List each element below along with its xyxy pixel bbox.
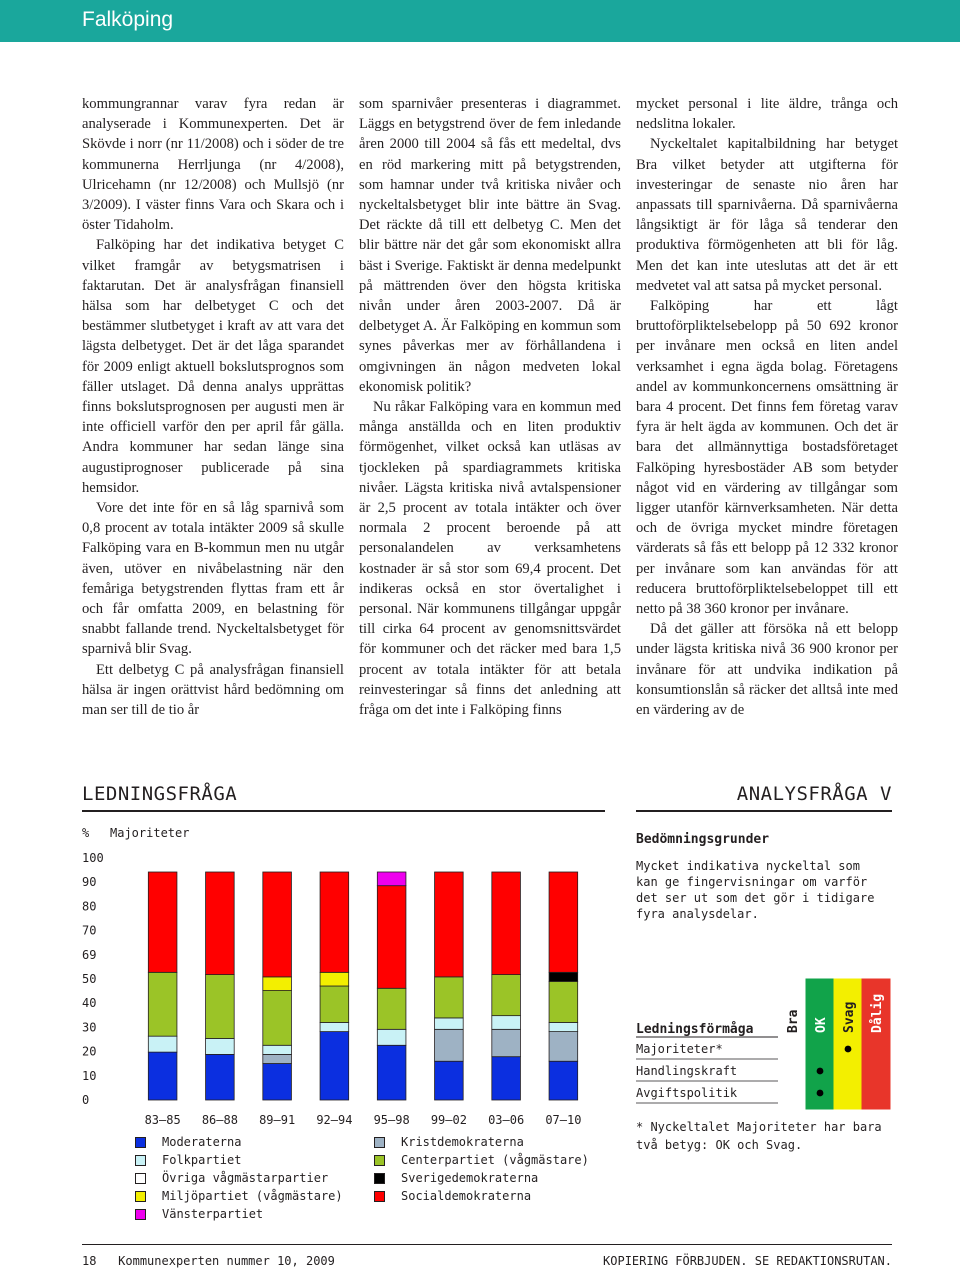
legend-label: Centerpartiet (vågmästare) (401, 1153, 589, 1167)
y-tick-label: 50 (82, 972, 97, 986)
rating-row-label: Handlingskraft (636, 1064, 738, 1078)
legend-item (135, 1133, 343, 1151)
bar-segment (377, 988, 406, 1029)
legend-item (135, 1187, 343, 1205)
legend-swatch (135, 1191, 146, 1202)
footer-copyright: KOPIERING FÖRBJUDEN. SE REDAKTIONSRUTAN. (603, 1254, 892, 1268)
text-column-3 (636, 94, 898, 720)
bar-segment (435, 1029, 464, 1061)
legend-swatch (374, 1137, 385, 1148)
chart-title: Majoriteter (110, 826, 190, 840)
rating-column-label: Bra (786, 1009, 801, 1033)
legend-label: Kristdemokraterna (401, 1135, 524, 1149)
legend-item (374, 1133, 589, 1151)
bar-segment (148, 1052, 177, 1100)
x-tick-label: 83–85 (144, 1113, 181, 1127)
rating-column (834, 979, 862, 1109)
bar-segment (320, 872, 349, 972)
section-heading-right: ANALYSFRÅGA V (736, 783, 892, 805)
legend-right (374, 1133, 589, 1205)
section-rule-left (82, 810, 605, 812)
paragraph: Falköping har ett lågt bruttoförpliktelsebelopp på 50 692 kronor per invånare men också en liten andel verksamhet i egna ägda bolag. Företagens andel av kommunkoncernens omsättning är bara 4 procent. Det finns fem företag varav fyra är helt ägda av kommunen. Och det är bara det allmännyttiga bostadsföretaget Falköping hyresbostäder AB som betyder något vid en värdering av tillgångar som ligger utanför kärnverksamheten. När detta och de övriga mycket mindre företagen värderats så fås ett belopp på 12 332 kronor per invånare som kan användas för att reducera bruttoförpliktelsebeloppet till ett netto på 38 360 kronor per invånare. (636, 298, 898, 618)
y-tick-label: 100 (82, 851, 104, 865)
paragraph: Falköping har det indikativa betyget C vilket framgår av betygsmatrisen i faktarutan. Det är analysfrågan finansiell hälsa som har delbetyget C och det bestämmer slutbetyget i kraft av att vara det lägsta delbetyget. Det är det låga sparandet för 2009 enligt aktuell bokslutsprognos som fäller utslaget. Då denna analys upprättas finns bokslutsprognosen per augusti men är inte officiell varför den per april får gälla. Andra kommuner har sedan länge sina augustiprognoser publicerade på sina hemsidor. (82, 237, 344, 496)
bar-segment (263, 1054, 292, 1063)
legend-item (374, 1187, 589, 1205)
bar-segment (263, 991, 292, 1046)
footer-rule (82, 1244, 892, 1245)
bar-segment (377, 886, 406, 989)
y-tick-label: 30 (82, 1020, 97, 1035)
rating-dot (817, 1090, 824, 1097)
section-heading-left: LEDNINGSFRÅGA (82, 783, 238, 805)
bar-segment (206, 872, 235, 975)
legend-label: Moderaterna (162, 1135, 242, 1149)
y-tick-label: 90 (82, 875, 97, 890)
bar-segment (435, 977, 464, 1018)
x-tick-label: 99–02 (430, 1113, 467, 1127)
paragraph: som sparnivåer presenteras i diagrammet. Läggs en betygstrend över de fem inledande åren 2000 till 2004 så fås ett medeltal, dvs en röd markering mitt på betygstrenden, som hamnar under två kritiska nivåer och nyckeltalsbetyget blir inte bättre än Svag. Det räckte då till ett delbetyg C. Men det blir bättre när det går som ekonomiskt allra bäst i Sverige. Faktiskt är denna medelpunkt på mättrenden över den högsta kritiska nivån under åren 2003-2007. Då är delbetyget A. Är Falköping en kommun som synes påverkas mer av förhållandena i omgivningen än någon medveten lokal ekonomisk politik? (359, 96, 621, 395)
legend-label: Övriga vågmästarpartier (162, 1171, 329, 1185)
x-tick-label: 92–94 (316, 1113, 353, 1127)
bar-segment (320, 972, 349, 986)
legend-swatch (135, 1173, 146, 1184)
legend-label: Vänsterpartiet (162, 1207, 264, 1221)
x-tick-label: 03–06 (488, 1113, 525, 1127)
legend-swatch (374, 1173, 385, 1184)
x-tick-label: 86–88 (201, 1113, 238, 1127)
footer-left (82, 1254, 335, 1268)
page-header (0, 0, 960, 42)
assessment-title: Bedömningsgrunder (636, 832, 770, 847)
bar-segment (492, 1057, 521, 1100)
rating-dot (845, 1046, 852, 1053)
bar-segment (377, 1045, 406, 1100)
rating-grid (636, 975, 896, 1111)
y-axis-label: % (82, 826, 90, 840)
y-tick-label: 70 (82, 923, 97, 938)
bar-segment (492, 872, 521, 975)
text-column-2 (359, 94, 621, 720)
bar-segment (263, 872, 292, 977)
paragraph: Ett delbetyg C på analysfrågan finansiell hälsa är ingen orättvist hård bedömning om man ser till de tio år (82, 661, 344, 719)
legend-swatch (135, 1137, 146, 1148)
bar-segment (320, 986, 349, 1022)
assessment-note: * Nyckeltalet Majoriteter har bara två betyg: OK och Svag. (636, 1120, 882, 1152)
legend-swatch (374, 1191, 385, 1202)
bar-segment (435, 1061, 464, 1100)
page-number: 18 (82, 1254, 97, 1268)
bar-segment (320, 1032, 349, 1100)
rating-dot (817, 1068, 824, 1075)
bar-segment (549, 1032, 578, 1062)
rating-row-label: Majoriteter* (636, 1042, 723, 1056)
legend-item (135, 1151, 343, 1169)
y-tick-label: 80 (82, 899, 97, 914)
paragraph: Nu råkar Falköping vara en kommun med många anställda och en liten produktiv förmögenhet, vilket också kan utläsas av tjockleken på spardiagrammets kritiska nivåer. Lägsta kritiska nivå avtalspensioner är 2,5 procent av totala intäkter och över normala 2 procent beroende på att personalandelen av verksamhetens kostnader är så stor som 69,4 procent. Det indikeras också en stor övertalighet i personal. När kommunens tillgångar uppgår till cirka 64 procent av genomsnittsvärdet för kommuner och det räcker med bara 1,5 procent av totala intäkter för att betala reinvesteringar så finns det anledning att fråga om det inte i Falköping finns (359, 399, 621, 719)
legend-item (135, 1169, 343, 1187)
bar-segment (377, 1029, 406, 1045)
rating-column-label: Dålig (870, 993, 885, 1033)
rating-column (778, 979, 806, 1109)
legend-label: Socialdemokraterna (401, 1189, 532, 1203)
bar-segment (206, 1038, 235, 1054)
bar-segment (492, 1029, 521, 1056)
x-tick-label: 89–91 (259, 1113, 296, 1127)
bar-segment (320, 1022, 349, 1031)
bar-segment (377, 872, 406, 886)
y-tick-label: 69 (82, 947, 97, 962)
rating-grid-title: Ledningsförmåga (636, 1022, 754, 1037)
legend-swatch (135, 1209, 146, 1220)
y-tick-label: 40 (82, 996, 97, 1011)
y-tick-label: 20 (82, 1044, 97, 1059)
legend-swatch (135, 1155, 146, 1166)
rating-column-label: OK (814, 1017, 829, 1033)
publication-name: Kommunexperten nummer 10, 2009 (118, 1254, 335, 1268)
legend-item (374, 1169, 589, 1187)
bar-segment (549, 1061, 578, 1100)
legend-item (374, 1151, 589, 1169)
paragraph: Vore det inte för en så låg sparnivå som 0,8 procent av totala intäkter 2009 så skulle Falköping vara en B-kommun men nu utgår även, utöver en nivåbelastning när den femåriga betygstrenden flyttas fram ett år och får omfatta 2009, en belastning för snabbt fallande trend. Nyckeltalsbetyget för sparnivå blir Svag. (82, 500, 344, 658)
bar-segment (206, 1054, 235, 1100)
rating-column (806, 979, 834, 1109)
bar-segment (549, 872, 578, 972)
x-tick-label: 95–98 (373, 1113, 410, 1127)
majority-chart (82, 820, 602, 1132)
bar-segment (549, 972, 578, 981)
bar-segment (148, 1036, 177, 1052)
legend-item (135, 1205, 343, 1223)
legend-label: Sverigedemokraterna (401, 1171, 539, 1185)
bar-segment (263, 977, 292, 991)
bar-segment (148, 972, 177, 1036)
bar-segment (148, 872, 177, 972)
legend-label: Folkpartiet (162, 1153, 242, 1167)
legend-label: Miljöpartiet (vågmästare) (162, 1189, 343, 1203)
assessment-text: Mycket indikativa nyckeltal som kan ge fingervisningar om varför det ser ut som det gör i tidigare fyra analysdelar. (636, 859, 875, 921)
text-column-1 (82, 94, 344, 720)
bar-segment (492, 1016, 521, 1030)
bar-segment (206, 975, 235, 1039)
x-tick-label: 07–10 (545, 1113, 582, 1127)
bar-segment (492, 975, 521, 1016)
bar-segment (435, 1018, 464, 1029)
bar-segment (549, 981, 578, 1022)
paragraph: mycket personal i lite äldre, trånga och nedslitna lokaler. (636, 96, 898, 133)
rating-row-label: Avgiftspolitik (636, 1086, 738, 1100)
legend-left (135, 1133, 343, 1223)
y-tick-label: 10 (82, 1068, 97, 1083)
bar-segment (263, 1064, 292, 1100)
legend-swatch (374, 1155, 385, 1166)
paragraph: Nyckeltalet kapitalbildning har betyget Bra vilket betyder att utgifterna för investeringar de senaste nio åren har anpassats till sparnivåerna. Då sparnivåerna långsiktigt är för låga så tenderar den produktiva förmögenheten att bli för låg. Men det kan inte uteslutas att det är ett medvetet val att satsa på mycket personal. (636, 136, 898, 294)
y-tick-label: 0 (82, 1093, 90, 1107)
section-rule-right (636, 810, 892, 812)
bar-segment (435, 872, 464, 977)
paragraph: kommungrannar varav fyra redan är analyserade i Kommunexperten. Det är Skövde i norr (nr 11/2008) och i söder de tre kommunerna Herrljunga (nr 4/2008), Ulricehamn (nr 12/2008) och Mullsjö (nr 3/2009). I väster finns Vara och Skara och i öster Tidaholm. (82, 96, 344, 234)
page-title: Falköping (82, 8, 174, 31)
rating-column-label: Svag (842, 1001, 857, 1033)
paragraph: Då det gäller att försöka nå ett belopp under lägsta kritiska nivå 36 900 kronor per invånare för att undvika indikation på konsumtionslån så räcker det alltså inte med en värdering av de (636, 621, 898, 719)
bar-segment (263, 1045, 292, 1054)
bar-segment (549, 1022, 578, 1031)
